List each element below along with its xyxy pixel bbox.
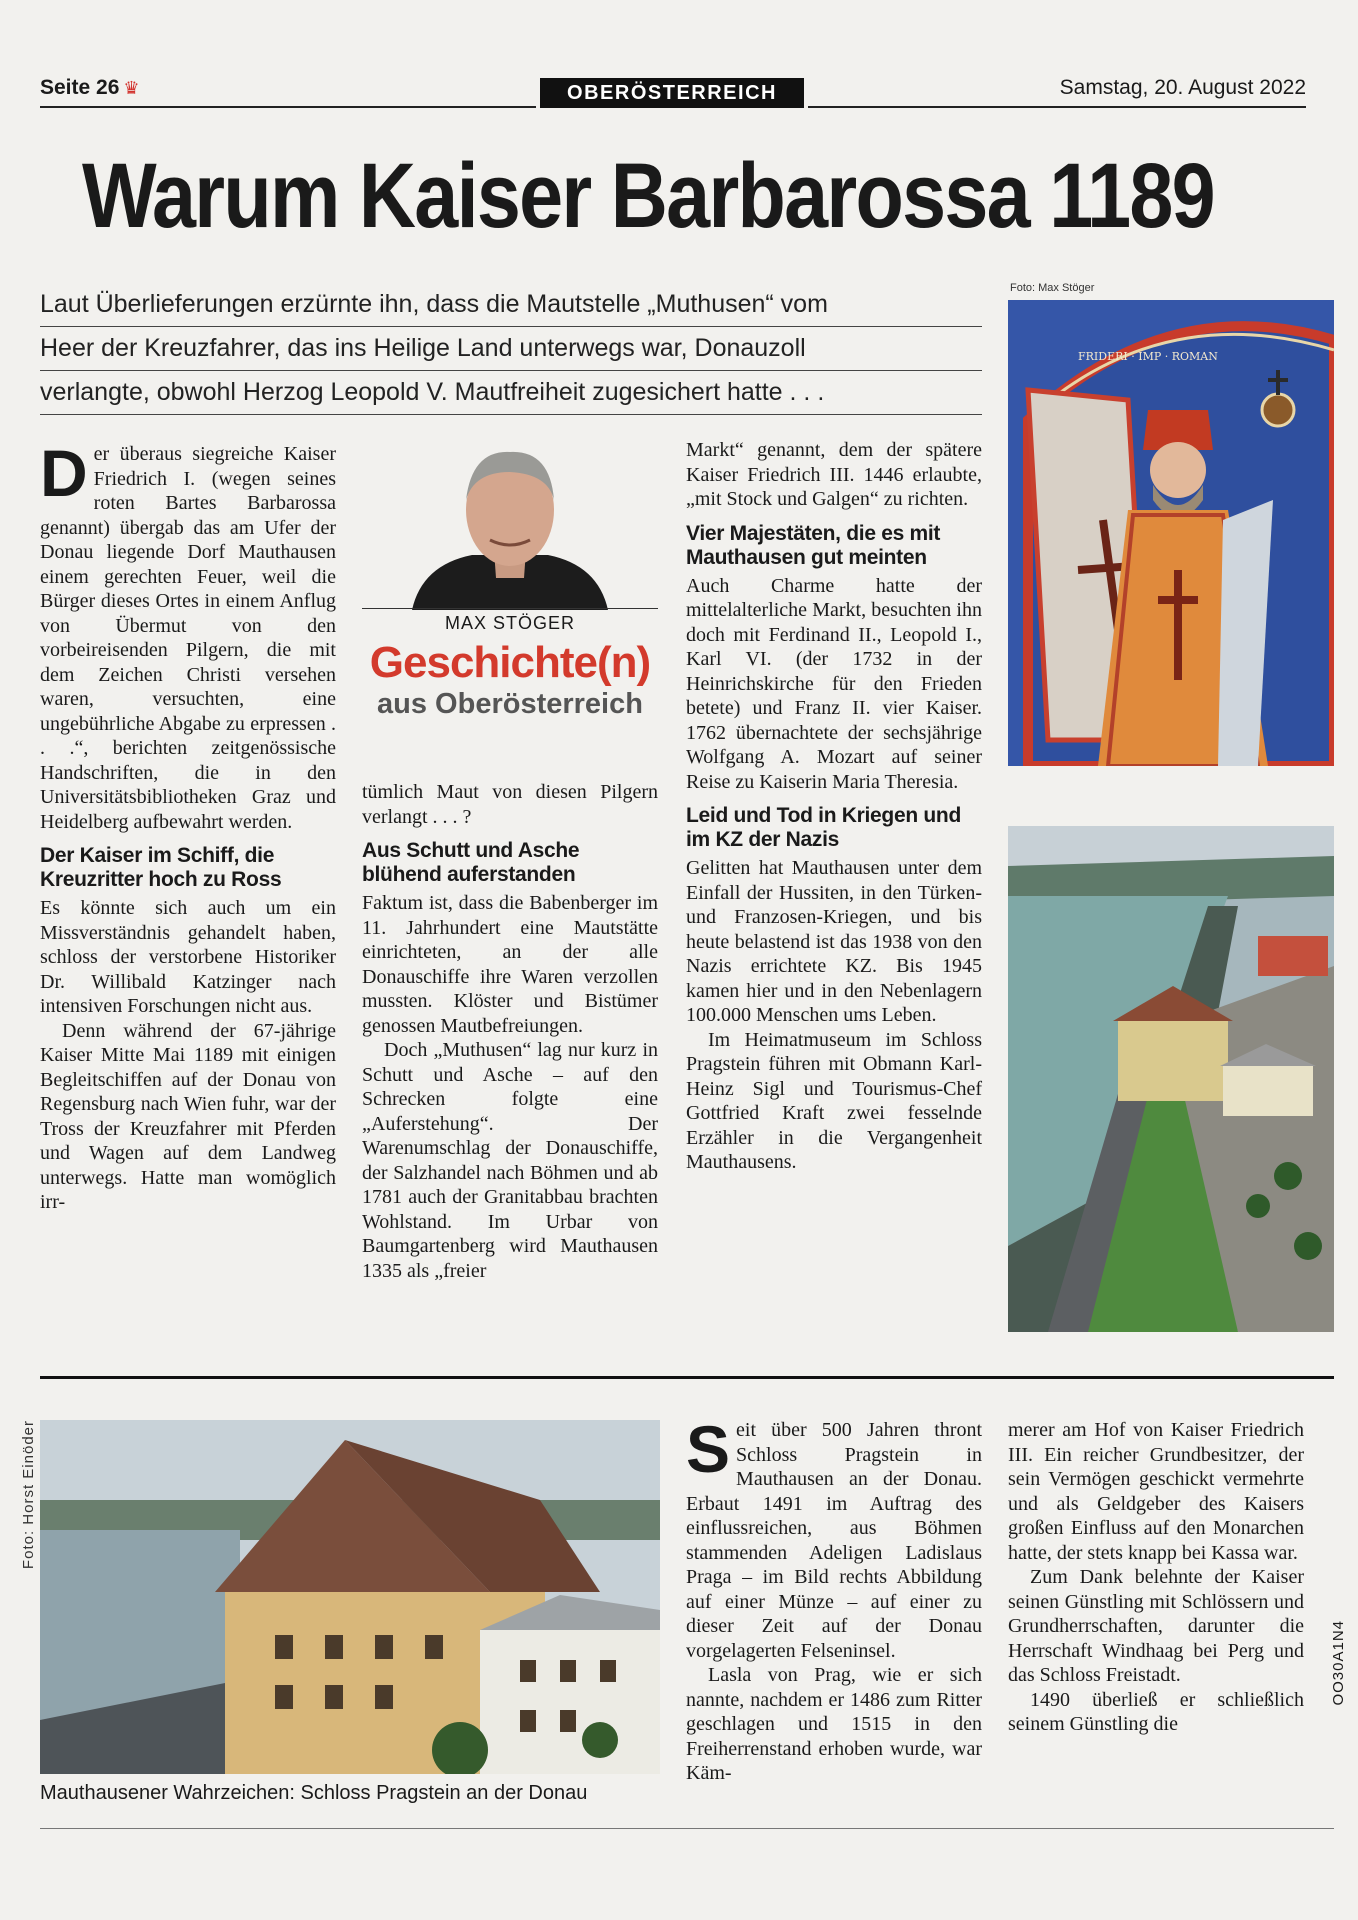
columnist-photo <box>362 440 658 610</box>
article-paragraph: Markt“ genannt, dem der spätere Kaiser Friedrich III. 1446 erlaubte, „mit Stock und Galgen“ zu richten. <box>686 439 982 510</box>
article-paragraph: Doch „Muthusen“ lag nur kurz in Schutt und Asche – auf den Schrecken folgte eine „Auferstehung“. Der Warenumschlag der Donauschiffe, der Salzhandel nach Böhmen und ab 1781 auch der Granitabbau brachten Wohlstand. Im Urbar von Baumgartenberg wird Mauthausen 1335 als „freier <box>362 1039 658 1282</box>
article-paragraph: tümlich Maut von diesen Pilgern verlangt . . . ? <box>362 781 658 828</box>
aerial-photo-mauthausen <box>1008 826 1334 1332</box>
article-paragraph: Es könnte sich auch um ein Missverständnis gehandelt haben, schloss der verstorbene Historiker Dr. Willibald Katzinger nach intensiven Forschungen nicht aus. <box>40 897 336 1017</box>
section-tag: OBERÖSTERREICH <box>540 78 804 108</box>
box-paragraph: Lasla von Prag, wie er sich nannte, nachdem er 1486 zum Ritter geschlagen und 1515 in den Freiherrenstand erhoben wurde, war Käm- <box>686 1664 982 1784</box>
footer-rule <box>40 1828 1334 1829</box>
box-paragraph: eit über 500 Jahren thront Schloss Pragstein in Mauthausen an der Donau. Erbaut 1491 im Auftrag des einflussreichen, aus Böhmen stammenden Adeligen Ladislaus Praga – im Bild rechts Abbildung auf einer Münze – auf einer zu dieser Zeit auf der Donau vorgelagerten Felseninsel. <box>686 1419 982 1662</box>
box-column-1 <box>686 1412 982 1786</box>
header-rule-right <box>808 106 1306 108</box>
svg-text:FRIDERI · IMP · ROMAN: FRIDERI · IMP · ROMAN <box>1078 350 1218 363</box>
castle-pragstein-icon <box>40 1420 660 1774</box>
columnist-rule <box>362 608 658 609</box>
photo-credit-bottom: Foto: Horst Einöder <box>20 1420 37 1570</box>
box-column-2 <box>1008 1418 1304 1737</box>
article-paragraph: Im Heimatmuseum im Schloss Pragstein führen mit Obmann Karl-Heinz Sigl und Tourismus-Chef Gottfried Kraft zwei fesselnde Erzähler in die Vergangenheit Mauthausens. <box>686 1028 982 1173</box>
page-number: Seite 26 ♛ <box>40 76 140 99</box>
headline: Warum Kaiser Barbarossa 1189 <box>82 145 1214 247</box>
article-column-3 <box>686 438 982 1175</box>
article-column-1 <box>40 436 336 1215</box>
article-subheading: Leid und Tod in Kriegen und im KZ der Nazis <box>686 804 961 851</box>
article-subheading: Vier Majestäten, die es mit Mauthausen gut meinten <box>686 521 941 569</box>
subheadline-rule <box>40 414 982 415</box>
article-subheading: Aus Schutt und Asche blühend auferstanden <box>362 839 580 886</box>
crown-icon: ♛ <box>123 78 140 98</box>
box-paragraph: 1490 überließ er schließlich seinem Günstling die <box>1008 1688 1304 1735</box>
subheadline-rule <box>40 326 982 327</box>
subheadline-rule <box>40 370 982 371</box>
article-subheading: Der Kaiser im Schiff, die Kreuzritter hoch zu Ross <box>40 844 282 891</box>
box-paragraph: Zum Dank belehnte der Kaiser seinen Günstling mit Schlössern und Grundherrschaften, darunter die Herrschaft Windhaag bei Perg und das Schloss Freistadt. <box>1008 1566 1304 1686</box>
dropcap: S <box>686 1412 731 1486</box>
box-paragraph: merer am Hof von Kaiser Friedrich III. Ein reicher Grundbesitzer, der sein Vermögen geschickt vermehrte und als Geldgeber des Kaisers großen Einfluss auf den Monarchen hatte, der stets knapp bei Kassa war. <box>1008 1419 1304 1564</box>
article-paragraph: Auch Charme hatte der mittelalterliche Markt, besuchten ihn doch mit Ferdinand II., Leopold I., Karl VI. (der 1732 in der Heinrichskirche für den Frieden betete) und Franz II. vier Kaiser. 1762 übernachtete der sechsjährige Wolfgang A. Mozart auf seiner Reise zu Kaiserin Maria Theresia. <box>686 574 982 793</box>
columnist-name: MAX STÖGER <box>444 613 575 633</box>
issue-date: Samstag, 20. August 2022 <box>1059 76 1306 99</box>
columnist-subtitle: aus Oberösterreich <box>377 688 643 720</box>
article-paragraph: Faktum ist, dass die Babenberger im 11. Jahrhundert eine Mautstätte einrichteten, an der alle Donauschiffe ihre Waren verzollen mussten. Klöster und Bistümer genossen Mautbefreiungen. <box>362 892 658 1037</box>
aerial-town-icon <box>1008 826 1334 1332</box>
barbarossa-illustration <box>1008 300 1334 766</box>
dropcap: D <box>40 436 88 510</box>
barbarossa-figure-icon <box>1008 300 1334 766</box>
columnist-portrait-icon <box>362 440 658 610</box>
article-paragraph: Gelitten hat Mauthausen unter dem Einfall der Hussiten, in den Türken- und Franzosen-Kriegen, und bis heute belastend ist das 1938 von den Nazis errichtete KZ. Bis 1945 kamen hier und in den Nebenlagern 100.000 Menschen ums Leben. <box>686 857 982 1026</box>
subheadline-line-2: Heer der Kreuzfahrer, das ins Heilige Land unterwegs war, Donauzoll <box>40 334 806 362</box>
article-column-2 <box>362 780 658 1283</box>
subheadline-line-1: Laut Überlieferungen erzürnte ihn, dass die Mautstelle „Muthusen“ vom <box>40 290 828 318</box>
subheadline-line-3: verlangte, obwohl Herzog Leopold V. Mautfreiheit zugesichert hatte . . . <box>40 378 825 406</box>
article-paragraph: er überaus siegreiche Kaiser Friedrich I. (wegen seines roten Bartes Barbarossa genannt) übergab das am Ufer der Donau liegende Dorf Mauthausen einem gerechten Feuer, weil die Bürger dieses Ortes in einem Anflug von Übermut von den vorbeireisenden Pilgern, die mit dem Zeichen Christi versehen waren, versuchten, eine ungebührliche Abgabe zu erpressen . . .“, berichten zeitgenössische Handschriften, die in den Universitätsbibliotheken Graz und Heidelberg aufbewahrt werden. <box>40 443 336 833</box>
photo-caption: Mauthausener Wahrzeichen: Schloss Pragstein an der Donau <box>40 1782 588 1804</box>
article-paragraph: Denn während der 67-jährige Kaiser Mitte Mai 1189 mit einigen Begleitschiffen auf der Donau von Regensburg nach Wien fuhr, war der Tross der Kreuzfahrer mit Pferden und Wagen auf dem Landweg unterwegs. Hatte man womöglich irr- <box>40 1019 336 1213</box>
header-rule-left <box>40 106 536 108</box>
columnist-title: Geschichte(n) <box>369 638 651 687</box>
section-divider <box>40 1376 1334 1379</box>
photo-credit-top: Foto: Max Stöger <box>1010 282 1095 294</box>
article-code: OO30A1N4 <box>1330 1620 1347 1706</box>
castle-photo <box>40 1420 660 1774</box>
